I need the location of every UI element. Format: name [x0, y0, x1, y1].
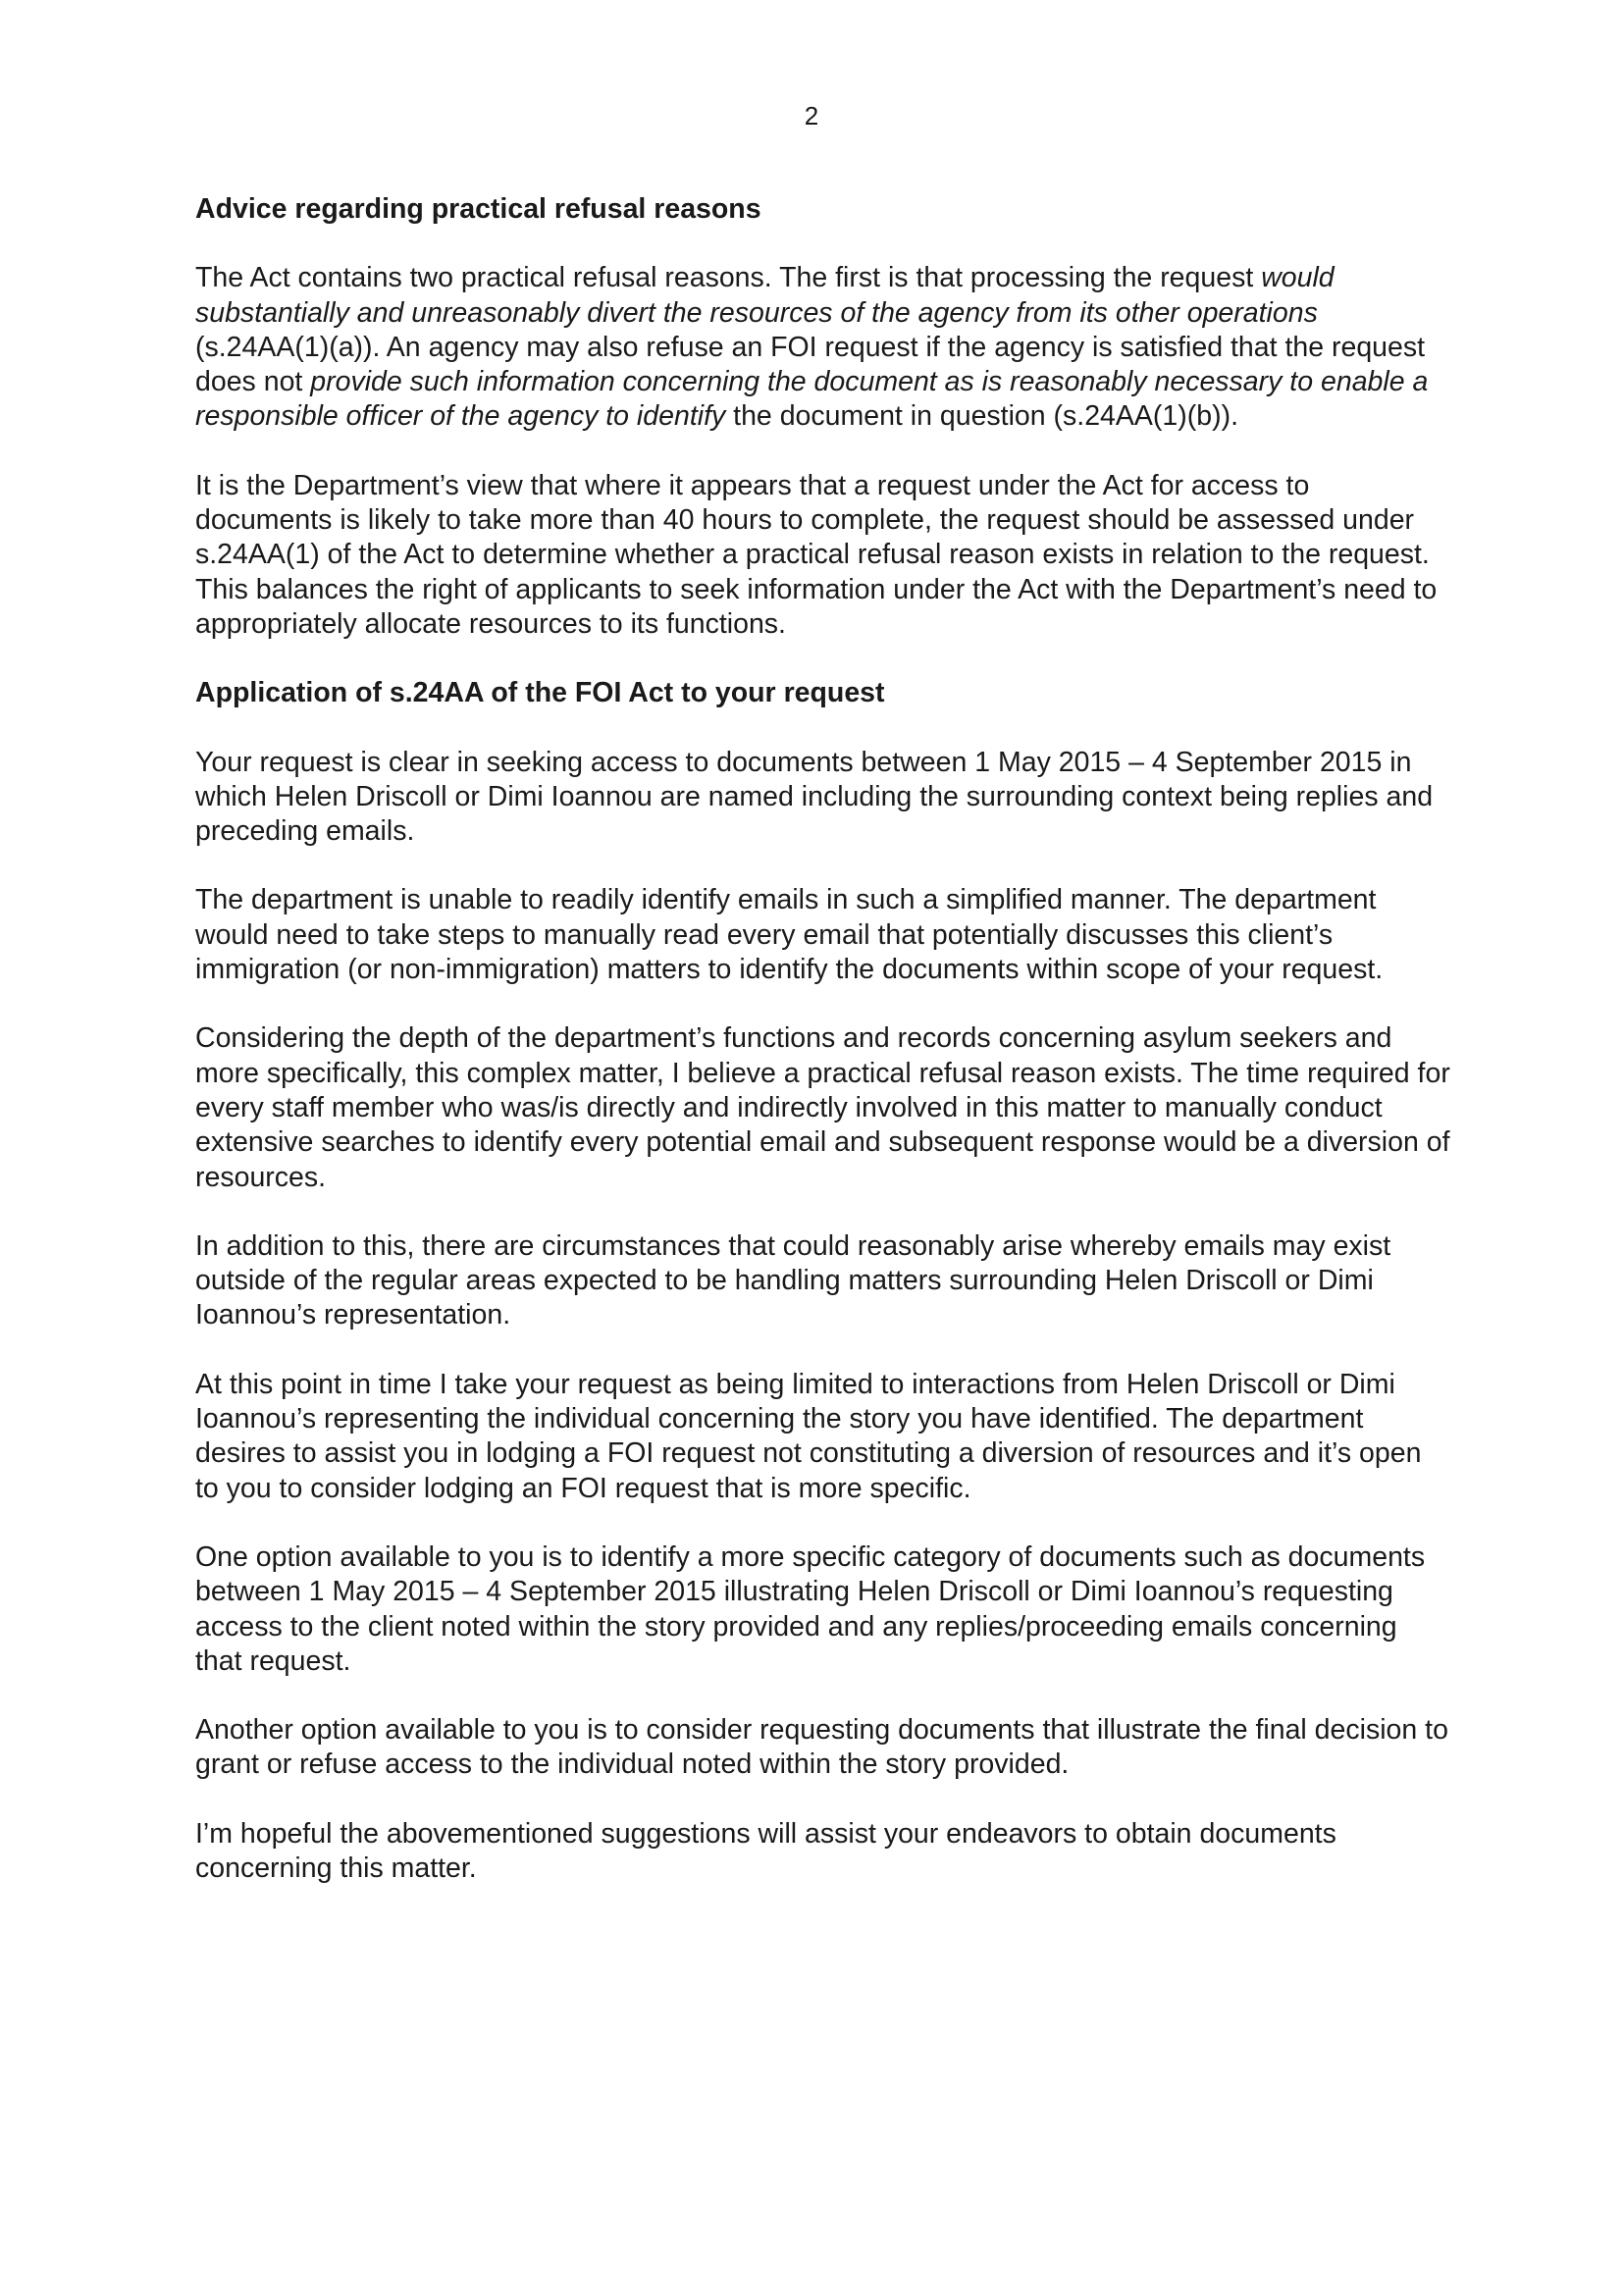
paragraph: One option available to you is to identify a more specific category of documents such as documents between 1 May 2015 – 4 September 2015 illustrating Helen Driscoll or Dimi Ioannou’s requesting access to the client noted within the story provided and any replies/proceeding emails concerning that request.: [195, 1540, 1426, 1677]
paragraph: At this point in time I take your request as being limited to interactions from Helen Driscoll or Dimi Ioannou’s representing the individual concerning the story you have identified. The department desires to assist you in lodging a FOI request not constituting a diversion of resources and it’s open to you to consider lodging an FOI request that is more specific.: [195, 1368, 1422, 1504]
paragraph: Your request is clear in seeking access to documents between 1 May 2015 – 4 September 2015 in which Helen Driscoll or Dimi Ioannou are named including the surrounding context being replies and preceding emails.: [195, 746, 1434, 848]
paragraph-text: (s.24AA(1)(a)). An agency may also refuse an FOI request if the agency is satisfied that the request does not: [195, 331, 1426, 398]
paragraph: The department is unable to readily identify emails in such a simplified manner. The department would need to take steps to manually read every email that potentially discusses this client’s immigration (or non-immigration) matters to identify the documents within scope of your request.: [195, 884, 1384, 986]
page-number: 2: [804, 101, 819, 130]
section-heading-application: Application of s.24AA of the FOI Act to your request: [195, 677, 885, 709]
paragraph-text: The Act contains two practical refusal reasons. The first is that processing the request: [195, 262, 1262, 294]
section-heading-practical-refusal: Advice regarding practical refusal reasons: [195, 193, 761, 225]
quoted-provision-b: provide such information concerning the document as is reasonably necessary to enable a responsible officer of the agency to identify: [195, 366, 1429, 433]
paragraph: Considering the depth of the department’s functions and records concerning asylum seekers and more specifically, this complex matter, I believe a practical refusal reason exists. The time required for every staff member who was/is directly and indirectly involved in this matter to manually conduct extensive searches to identify every potential email and subsequent response would be a diversion of resources.: [195, 1022, 1450, 1193]
paragraph-refusal-reasons: [195, 261, 1451, 434]
paragraph: Another option available to you is to consider requesting documents that illustrate the final decision to grant or refuse access to the individual noted within the story provided.: [195, 1714, 1448, 1781]
paragraph-department-view: It is the Department’s view that where it appears that a request under the Act for access to documents is likely to take more than 40 hours to complete, the request should be assessed under s.24AA(1) of the Act to determine whether a practical refusal reason exists in relation to the request. This balances the right of applicants to seek information under the Act with the Department’s need to appropriately allocate resources to its functions.: [195, 469, 1438, 640]
paragraph: In addition to this, there are circumstances that could reasonably arise whereby emails may exist outside of the regular areas expected to be handling matters surrounding Helen Driscoll or Dimi Ioannou’s representation.: [195, 1229, 1391, 1331]
letter-body: [195, 192, 1451, 1920]
quoted-provision-a: would substantially and unreasonably divert the resources of the agency from its other operations: [195, 262, 1335, 329]
paragraph: I’m hopeful the abovementioned suggestions will assist your endeavors to obtain documents concerning this matter.: [195, 1817, 1336, 1884]
paragraph-text: the document in question (s.24AA(1)(b)).: [725, 400, 1238, 433]
